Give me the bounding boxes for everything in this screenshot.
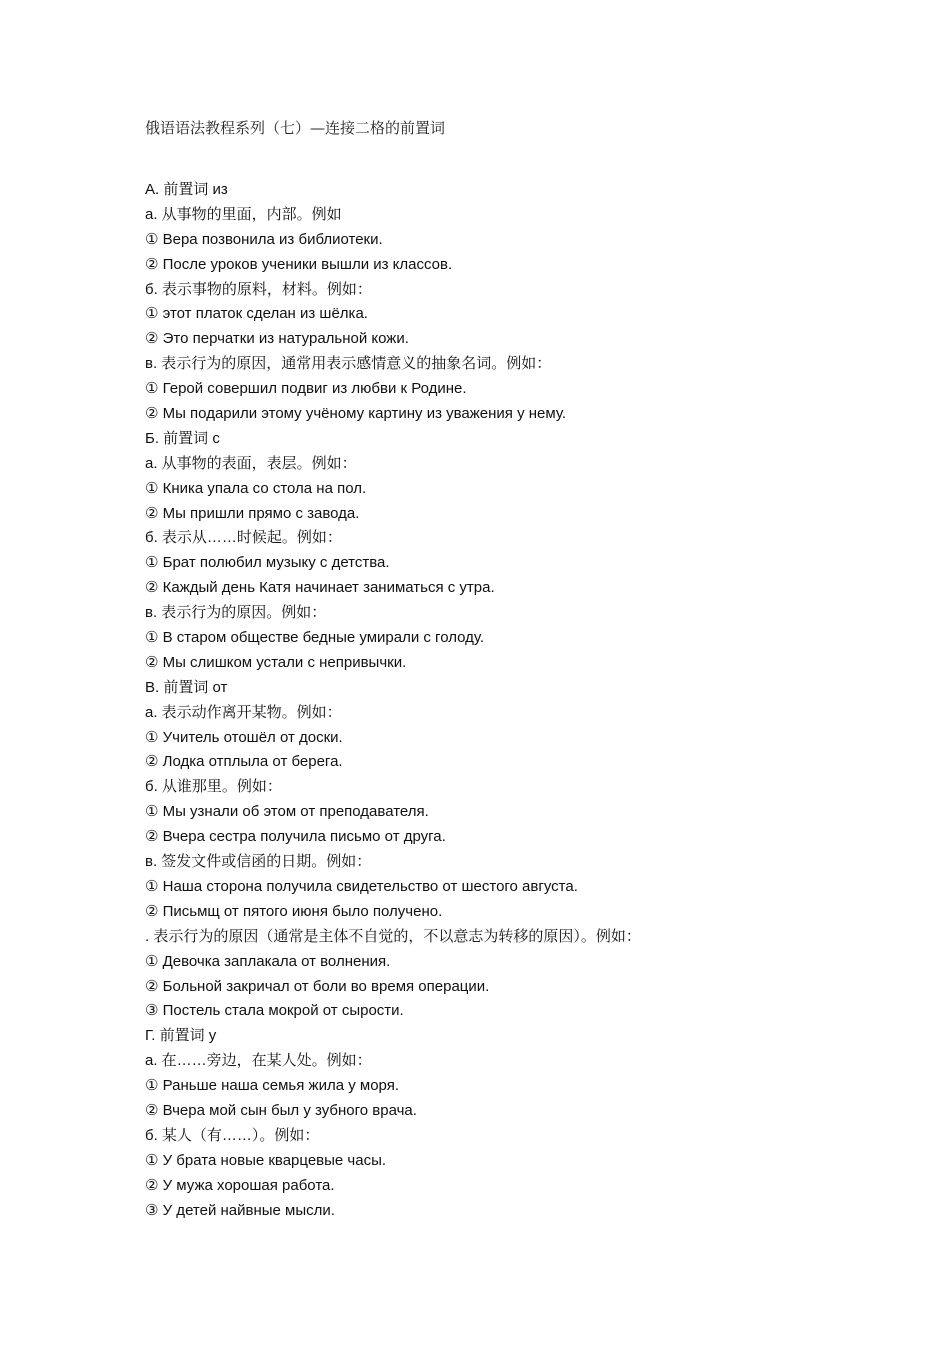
example-sentence: ② Это перчатки из натуральной кожи. <box>145 330 409 348</box>
section-heading: В. 前置词 от <box>145 678 228 696</box>
example-sentence: ② У мужа хорошая работа. <box>145 1176 335 1194</box>
subsection-label: б. 表示事物的原料，材料。例如： <box>145 280 372 298</box>
example-sentence: ① В старом обществе бедные умирали с голоду. <box>145 629 485 647</box>
example-sentence: ① Кника упала со стола на пол. <box>145 479 367 497</box>
example-sentence: ② Больной закричал от боли во время операции. <box>145 977 490 995</box>
section-heading: Г. 前置词 у <box>145 1027 217 1045</box>
subsection-label: а. 从事物的表面，表层。例如： <box>145 454 357 472</box>
subsection-label: б. 从谁那里。例如： <box>145 778 282 796</box>
example-sentence: ③ Постель стала мокрой от сырости. <box>145 1002 404 1020</box>
example-sentence: ② Мы пришли прямо с завода. <box>145 504 360 522</box>
example-sentence: ② Мы слишком устали с непривычки. <box>145 653 407 671</box>
subsection-label: а. 从事物的里面，内部。例如 <box>145 205 342 223</box>
example-sentence: ② Мы подарили этому учёному картину из уважения у нему. <box>145 405 567 423</box>
section-heading: A. 前置词 из <box>145 181 228 198</box>
example-sentence: ① Вера позвонила из библиотеки. <box>145 230 383 248</box>
document-body <box>145 117 905 1223</box>
example-sentence: ② Письмщ от пятого июня было получено. <box>145 902 443 920</box>
example-sentence: ① Девочка заплакала от волнения. <box>145 952 391 970</box>
example-sentence: ② Вчера сестра получила письмо от друга. <box>145 828 446 846</box>
example-sentence: ① Мы узнали об этом от преподавателя. <box>145 803 429 821</box>
example-sentence: ① этот платок сделан из шёлка. <box>145 305 368 323</box>
example-sentence: ② Каждый день Катя начинает заниматься с утра. <box>145 579 495 597</box>
subsection-label: в. 签发文件或信函的日期。例如： <box>145 853 372 871</box>
example-sentence: ① Наша сторона получила свидетельство от шестого августа. <box>145 877 578 895</box>
example-sentence: ① Учитель отошёл от доски. <box>145 728 343 746</box>
subsection-label: . 表示行为的原因（通常是主体不自觉的，不以意志为转移的原因）。例如： <box>145 927 641 945</box>
subsection-label: а. 在……旁边，在某人处。例如： <box>145 1052 372 1070</box>
subsection-label: а. 表示动作离开某物。例如： <box>145 703 342 721</box>
subsection-label: б. 表示从……时候起。例如： <box>145 529 342 547</box>
example-sentence: ② Вчера мой сын был у зубного врача. <box>145 1101 417 1119</box>
example-sentence: ① Брат полюбил музыку с детства. <box>145 554 390 572</box>
example-sentence: ① Раньше наша семья жила у моря. <box>145 1077 399 1095</box>
example-sentence: ① У брата новые кварцевые часы. <box>145 1151 387 1169</box>
subsection-label: в. 表示行为的原因。例如： <box>145 604 327 622</box>
subsection-label: в. 表示行为的原因，通常用表示感情意义的抽象名词。例如： <box>145 355 552 373</box>
example-sentence: ① Герой совершил подвиг из любви к Родине. <box>145 380 467 398</box>
document-title: 俄语语法教程系列（七）—连接二格的前置词 <box>145 119 446 137</box>
section-heading: Б. 前置词 с <box>145 429 220 447</box>
subsection-label: б. 某人（有……）。例如： <box>145 1126 320 1144</box>
example-sentence: ③ У детей найвные мысли. <box>145 1201 335 1219</box>
example-sentence: ② После уроков ученики вышли из классов. <box>145 255 453 273</box>
example-sentence: ② Лодка отплыла от берега. <box>145 753 343 771</box>
